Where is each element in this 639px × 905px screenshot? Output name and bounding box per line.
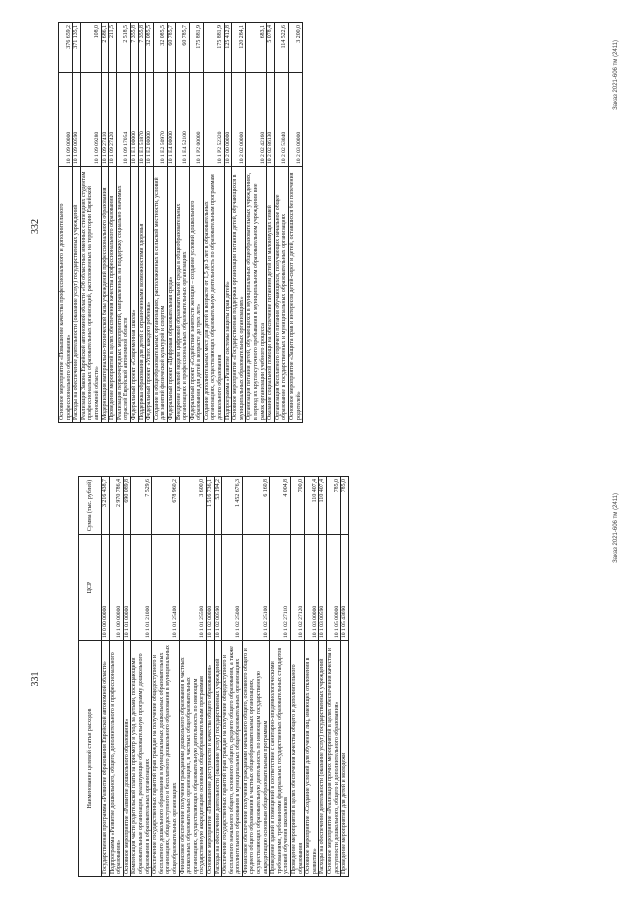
cell-name: Реализация первоочередных мероприятий, направленных на поддержку социально значимых отраслей Еврейской автономной области [116, 167, 130, 423]
cell-amount: 2 970 786,4 [109, 477, 123, 535]
cell-code: 10 1 00 00000 [109, 535, 123, 641]
cell-amount: 7 529,6 [131, 477, 152, 535]
table-row [203, 23, 224, 423]
cell-name: Модернизация материально-технической базы учреждений профессионального образования [101, 167, 109, 423]
cell-code: 10 1 02 27120 [291, 535, 305, 641]
cell-amount: 1 516 736,1 [206, 477, 214, 535]
cell-name: Федеральный проект «Современная школа» [130, 167, 138, 423]
print-stamp: Заказ 2021-606 тм (2411) [613, 493, 619, 563]
cell-name: Государственная программа «Развитие образования Еврейской автономной области» [102, 641, 110, 877]
cell-amount: 678 960,2 [152, 477, 179, 535]
table-row [242, 477, 269, 877]
table-row [274, 23, 288, 423]
cell-code: 10 1 E1 00000 [130, 73, 138, 167]
cell-name: Создание дополнительных мест для детей в возрасте от 1,5 до 3 лет в образовательных организациях, осуществляющих образовательную деятельность по образовательным программам дошкольного образования [203, 167, 224, 423]
table-row [175, 23, 189, 423]
cell-amount: 125 412,8 [224, 23, 232, 73]
table-row [246, 23, 267, 423]
cell-code: 10 2 02 42160 [246, 73, 267, 167]
cell-code: 10 1 09 09280 [80, 73, 101, 167]
cell-amount: 110 407,4 [319, 477, 327, 535]
table-row [214, 477, 222, 877]
cell-amount: 32 085,5 [146, 23, 154, 73]
cell-name: Реализация Закона Еврейской автономной области «Об областных именных стипендиях студентам профессиональных образовательных организаций, расположенных на территории Еврейской автономной области» [80, 167, 101, 423]
cell-amount: 3 600,0 [179, 477, 206, 535]
cell-amount: 785,0 [327, 477, 341, 535]
table-row [232, 23, 246, 423]
cell-amount: 2 686,1 [101, 23, 109, 73]
cell-code: 10 2 00 00000 [224, 73, 232, 167]
table-row [189, 23, 203, 423]
cell-code: 10 1 09 00000 [59, 73, 73, 167]
table-row [153, 23, 167, 423]
cell-amount: 376 659,2 [59, 23, 73, 73]
cell-name: Подпрограмма «Развитие дошкольного, общего, дополнительного и профессионального образования» [109, 641, 123, 877]
cell-name: Обеспечение государственных гарантий прав граждан на получение общедоступного и бесплатного начального общего, основного общего, среднего общего образования, а также дополнительного образования в муниципальных общеобразовательных организациях [222, 641, 243, 877]
cell-name: Федеральный проект «Успех каждого ребенка» [146, 167, 154, 423]
table-row [73, 23, 81, 423]
cell-code: 10 1 02 25100 [242, 535, 269, 641]
table-row [206, 477, 214, 877]
cell-code: 10 1 01 25400 [152, 535, 179, 641]
cell-name: Основное мероприятие «Защита прав и интересов детей-сирот и детей, оставшихся без попечения родителей» [289, 167, 303, 423]
table-row [224, 23, 232, 423]
cell-name: Федеральный проект «Содействие занятости женщин – создание условий дошкольного образования для детей в возрасте до трех лет» [189, 167, 203, 423]
header-code: ЦСР [79, 535, 102, 641]
cell-name: Основное мероприятие «Повышение доступности и качества общего образования» [206, 641, 214, 877]
table-row [270, 477, 291, 877]
cell-code: 10 1 03 00590 [319, 535, 327, 641]
cell-amount: 32 085,5 [153, 23, 167, 73]
cell-name: Создание в общеобразовательных организациях, расположенных в сельской местности, условий для занятий физической культурой и спортом [153, 167, 167, 423]
cell-name: Проведение мероприятий в целях обеспечения качества общего и дополнительного образования [291, 641, 305, 877]
table-row [101, 23, 109, 423]
cell-code: 10 1 E4 52100 [175, 73, 189, 167]
cell-code: 10 1 E2 00000 [146, 73, 154, 167]
cell-name: Финансовое обеспечение получения гражданами дошкольного образования в частных дошкольных образовательных организациях, в частных общеобразовательных организациях, осуществляющих образовательную деятельность по имеющим государственную аккредитацию основным общеобразовательным программам [179, 641, 206, 877]
table-row [179, 477, 206, 877]
cell-name: Проведение мероприятий для детей и молодежи [341, 641, 349, 877]
cell-code: 10 1 P2 52320 [203, 73, 224, 167]
cell-amount: 371 135,1 [73, 23, 81, 73]
cell-amount: 700,0 [291, 477, 305, 535]
cell-amount: 5 078,4 [267, 23, 275, 73]
table-row [341, 477, 349, 877]
cell-code: 10 1 01 21000 [131, 535, 152, 641]
table-row [319, 477, 327, 877]
table-row [59, 23, 73, 423]
cell-code: 10 0 00 00000 [102, 535, 110, 641]
cell-amount: 175 881,9 [203, 23, 224, 73]
cell-name: Организация бесплатного горячего питания обучающихся, получающих начальное общее образование в государственных и муниципальных образовательных организациях [274, 167, 288, 423]
cell-code: 10 1 01 00000 [123, 535, 131, 641]
table-row [291, 477, 305, 877]
table-row [146, 23, 154, 423]
cell-amount: 3 200,0 [289, 23, 303, 73]
cell-code: 10 1 01 25500 [179, 535, 206, 641]
cell-name: Основное мероприятие «Реализация прочих мероприятий в целях обеспечения качества и доступности дошкольного, общего и дополнительного образования» [327, 641, 341, 877]
cell-code: 10 1 09 27420 [109, 73, 117, 167]
table-row [138, 23, 146, 423]
cell-name: Подпрограмма «Развитие системы защиты прав детей» [224, 167, 232, 423]
table-row [152, 477, 179, 877]
cell-name: Расходы на обеспечение деятельности (оказание услуг) государственных учреждений [214, 641, 222, 877]
cell-amount: 108,0 [80, 23, 101, 73]
cell-name: Основное мероприятие «Создание условий для обучения лиц, имеющих отклонения в развитии» [305, 641, 319, 877]
cell-code: 10 1 02 27110 [270, 535, 291, 641]
cell-amount: 3 216 438,7 [102, 477, 110, 535]
table-row [80, 23, 101, 423]
cell-code: 10 1 02 00590 [214, 535, 222, 641]
cell-code: 10 2 02 00000 [232, 73, 246, 167]
cell-amount: 114 522,6 [274, 23, 288, 73]
cell-name: Расходы на обеспечение деятельности (оказание услуг) государственных учреждений [73, 167, 81, 423]
cell-code: 10 1 09 17054 [116, 73, 130, 167]
table-row [327, 477, 341, 877]
table-row [116, 23, 130, 423]
cell-code: 10 2 02 53040 [274, 73, 288, 167]
cell-name: Приведение зданий и помещений в соответствие с санитарно-эпидемиологическими требованиями, требованиями федеральных государственных образовательных стандартов условий обучения школьников [270, 641, 291, 877]
cell-amount: 6 160,8 [242, 477, 269, 535]
cell-name: Финансовое обеспечение получения гражданами начального общего, основного общего и среднего общего образования в частных общеобразовательных организациях, осуществляющих образовательную деятельность по имеющим государственную аккредитацию основным общеобразовательным программам [242, 641, 269, 877]
cell-code: 10 1 03 00000 [305, 535, 319, 641]
cell-amount: 4 004,8 [270, 477, 291, 535]
table-row [289, 23, 303, 423]
table-header-row [79, 477, 102, 877]
cell-name: Основное мероприятие «Государственная поддержка организации питания детей, обучающихся в муниципальных образовательных организациях» [232, 167, 246, 423]
table-row [222, 477, 243, 877]
cell-amount: 683,1 [246, 23, 267, 73]
cell-name: Проведение мероприятий в целях обеспечения качества профессионального образования [109, 167, 117, 423]
cell-code: 10 1 E4 00000 [167, 73, 175, 167]
header-name: Наименование целевой статьи расходов [79, 641, 102, 877]
cell-amount: 7 355,8 [130, 23, 138, 73]
table-row [130, 23, 138, 423]
cell-code: 10 1 09 27410 [101, 73, 109, 167]
cell-code: 10 1 09 00590 [73, 73, 81, 167]
cell-name: Внедрение целевой модели цифровой образовательной среды в общеобразовательных организациях и профессиональных образовательных организациях [175, 167, 189, 423]
cell-name: Основное мероприятие «Повышение качества профессионального и дополнительного профессионального образования» [59, 167, 73, 423]
cell-code: 10 1 05 00000 [327, 535, 341, 641]
cell-name: Компенсация части родительской платы за присмотр и уход за детьми, посещающими образовательные организации, реализующие образовательную программу дошкольного образования в образовательных организациях [131, 641, 152, 877]
page-number: 331 [30, 671, 41, 687]
cell-amount: 785,0 [341, 477, 349, 535]
cell-code: 10 1 E2 50970 [153, 73, 167, 167]
cell-name: Федеральный проект «Цифровая образовательная среда» [167, 167, 175, 423]
cell-amount: 110 407,4 [305, 477, 319, 535]
cell-name: Расходы на обеспечение деятельности (оказание услуг) государственных учреждений [319, 641, 327, 877]
cell-amount: 7 355,8 [138, 23, 146, 73]
cell-name: Поддержка образования для детей с ограниченными возможностями здоровья [138, 167, 146, 423]
cell-code: 10 1 P2 00000 [189, 73, 203, 167]
cell-code: 10 2 02 86130 [267, 73, 275, 167]
cell-name: Оказание социальной помощи на обеспечение питанием детей из малоимущих семей [267, 167, 275, 423]
cell-code: 10 1 05 43690 [341, 535, 349, 641]
cell-name: Основное мероприятие «Развитие дошкольного образования» [123, 641, 131, 877]
cell-code: 10 2 03 00000 [289, 73, 303, 167]
table-row [123, 477, 131, 877]
header-amount: Сумма (тыс. рублей) [79, 477, 102, 535]
cell-amount: 1 452 676,3 [222, 477, 243, 535]
table-row [131, 477, 152, 877]
table-row [305, 477, 319, 877]
cell-name: Обеспечение государственных гарантий прав граждан на получение общедоступного и бесплатного дошкольного образования в муниципальных дошкольных образовательных организациях, общедоступного и бесплатного дошкольного образования в муниципальных общеобразовательных организациях [152, 641, 179, 877]
cell-code: 10 1 E1 51870 [138, 73, 146, 167]
cell-amount: 120 284,1 [232, 23, 246, 73]
budget-table [78, 476, 349, 877]
cell-amount: 211,5 [109, 23, 117, 73]
table-row [102, 477, 110, 877]
cell-amount: 690 089,8 [123, 477, 131, 535]
print-stamp: Заказ 2021-606 тм (2411) [613, 40, 619, 110]
cell-amount: 60 785,7 [175, 23, 189, 73]
cell-amount: 2 518,5 [116, 23, 130, 73]
cell-amount: 175 881,9 [189, 23, 203, 73]
page-number: 332 [30, 219, 41, 234]
cell-amount: 53 194,2 [214, 477, 222, 535]
table-row [109, 477, 123, 877]
table-row [109, 23, 117, 423]
cell-code: 10 1 02 00000 [206, 535, 214, 641]
cell-code: 10 1 02 25000 [222, 535, 243, 641]
cell-amount: 60 785,7 [167, 23, 175, 73]
table-row [267, 23, 275, 423]
cell-name: Организация питания детей, обучающихся в муниципальных общеобразовательных учреждениях, в период их круглосуточного пребывания в муниципальном образовательном учреждении вне рамок организации учебного процесса [246, 167, 267, 423]
page-331 [0, 453, 639, 905]
budget-table [58, 22, 303, 423]
table-row [167, 23, 175, 423]
